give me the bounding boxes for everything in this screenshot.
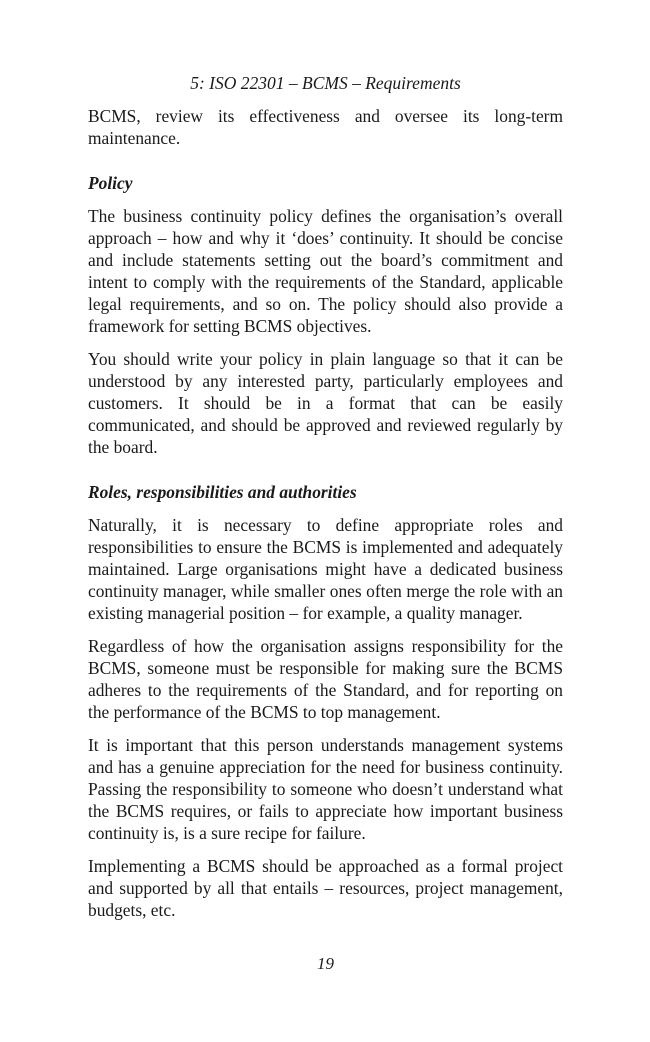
roles-paragraph: Regardless of how the organisation assigns responsibility for the BCMS, someone must be responsible for making sure the BCMS adheres to the requirements of the Standard, and for reporting on the performance of the BCMS to top management.: [88, 636, 563, 722]
policy-paragraph: The business continuity policy defines the organisation’s overall approach – how and why it ‘does’ continuity. It should be concise and include statements setting out the board’s commitment and intent to comply with the requirements of the Standard, applicable legal requirements, and so on. The policy should also provide a framework for setting BCMS objectives.: [88, 206, 563, 336]
intro-paragraph: BCMS, review its effectiveness and oversee its long-term maintenance.: [88, 106, 563, 148]
section-heading-roles: Roles, responsibilities and authorities: [88, 482, 357, 502]
policy-paragraph: You should write your policy in plain language so that it can be understood by any interested party, particularly employees and customers. It should be in a format that can be easily communicated, and should be approved and reviewed regularly by the board.: [88, 349, 563, 457]
page-content: [88, 105, 563, 932]
page-number: 19: [317, 954, 334, 973]
running-header: 5: ISO 22301 – BCMS – Requirements: [190, 73, 461, 93]
roles-paragraph: It is important that this person understands management systems and has a genuine appreciation for the need for business continuity. Passing the responsibility to someone who doesn’t understand what the BCMS requires, or fails to appreciate how important business continuity is, is a sure recipe for failure.: [88, 735, 563, 843]
roles-paragraph: Implementing a BCMS should be approached as a formal project and supported by all that entails – resources, project management, budgets, etc.: [88, 856, 563, 920]
section-heading-policy: Policy: [88, 173, 133, 193]
roles-paragraph: Naturally, it is necessary to define appropriate roles and responsibilities to ensure the BCMS is implemented and adequately maintained. Large organisations might have a dedicated business continuity manager, while smaller ones often merge the role with an existing managerial position – for example, a quality manager.: [88, 515, 563, 623]
